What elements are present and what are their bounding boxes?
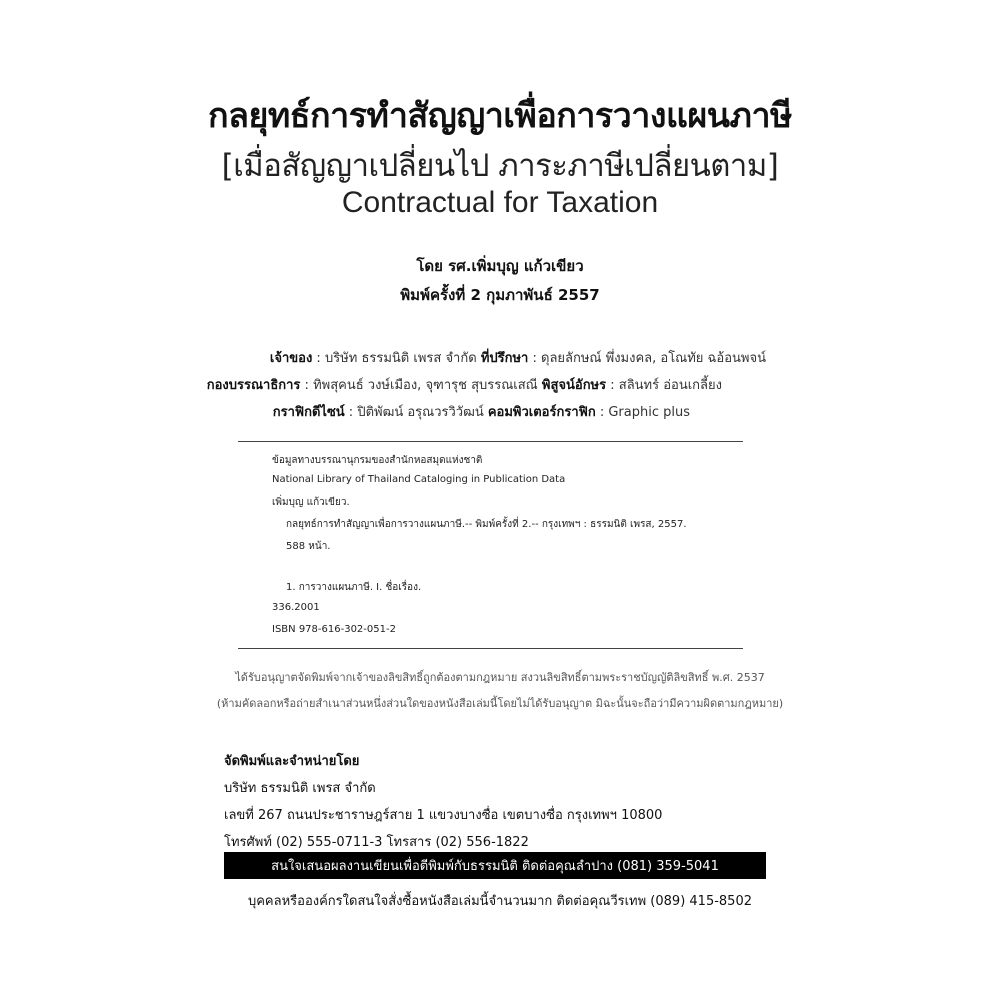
graphic-design-value: : ปิติพัฒน์ อรุณวรวิวัฒน์ xyxy=(344,405,488,420)
publisher-address: เลขที่ 267 ถนนประชาราษฎร์สาย 1 แขวงบางซื่อ เขตบางซื่อ กรุงเทพฯ 10800 xyxy=(224,808,663,823)
book-title-english: Contractual for Taxation xyxy=(341,186,659,219)
publisher-name: บริษัท ธรรมนิติ เพรส จำกัด xyxy=(224,781,376,796)
catalog-isbn: ISBN 978-616-302-051-2 xyxy=(272,624,396,635)
catalog-author: เพิ่มบุญ แก้วเขียว. xyxy=(272,497,350,508)
credits-graphic-line xyxy=(273,401,690,422)
proofreader-label: พิสูจน์อักษร xyxy=(541,378,607,393)
copyright-warning: (ห้ามคัดลอกหรือถ่ายสำเนาส่วนหนึ่งส่วนใดของหนังสือเล่มนี้โดยไม่ได้รับอนุญาต มิฉะนั้นจะถือว่ามีความผิดตามกฎหมาย) xyxy=(216,697,784,710)
copyright-notice: ได้รับอนุญาตจัดพิมพ์จากเจ้าของลิขสิทธิ์ถูกต้องตามกฎหมาย สงวนลิขสิทธิ์ตามพระราชบัญญัติลิขสิทธิ์ พ.ศ. 2537 xyxy=(235,671,765,684)
edition-line: พิมพ์ครั้งที่ 2 กุมภาพันธ์ 2557 xyxy=(400,286,600,304)
catalog-heading-english: National Library of Thailand Cataloging in Publication Data xyxy=(272,474,566,485)
credits-owner-line xyxy=(270,347,766,368)
editorial-label: กองบรรณาธิการ xyxy=(206,378,301,393)
advisor-value: : ดุลยลักษณ์ พึ่งมงคล, อโณทัย ฉอ้อนพจน์ xyxy=(528,351,766,366)
owner-label: เจ้าของ xyxy=(269,351,313,366)
computer-graphic-label: คอมพิวเตอร์กราฟิก xyxy=(487,405,596,420)
graphic-design-label: กราฟิกดีไซน์ xyxy=(272,405,345,420)
editorial-value: : ทิพสุคนธ์ วงษ์เมือง, จุฑารุช สุบรรณเสณี xyxy=(300,378,542,393)
proofreader-value: : สลินทร์ อ่อนเกลี้ยง xyxy=(606,378,722,393)
catalog-heading-thai: ข้อมูลทางบรรณานุกรมของสำนักหอสมุดแห่งชาติ xyxy=(272,455,483,466)
submission-banner-text: สนใจเสนอผลงานเขียนเพื่อตีพิมพ์กับธรรมนิติ ติดต่อคุณลำปาง (081) 359-5041 xyxy=(271,859,719,874)
publisher-heading: จัดพิมพ์และจำหน่ายโดย xyxy=(224,754,360,769)
advisor-label: ที่ปรึกษา xyxy=(480,351,529,366)
catalog-subject: 1. การวางแผนภาษี. I. ชื่อเรื่อง. xyxy=(286,582,422,593)
bulk-order-contact: บุคคลหรือองค์กรใดสนใจสั่งซื้อหนังสือเล่มนี้จำนวนมาก ติดต่อคุณวีรเทพ (089) 415-8502 xyxy=(247,894,752,909)
credits-editorial-line xyxy=(207,374,722,395)
submission-banner xyxy=(224,852,766,879)
catalog-pages: 588 หน้า. xyxy=(286,541,331,552)
catalog-classification: 336.2001 xyxy=(272,602,320,613)
author-line: โดย รศ.เพิ่มบุญ แก้วเขียว xyxy=(416,257,584,275)
catalog-title-entry: กลยุทธ์การทำสัญญาเพื่อการวางแผนภาษี.-- พิมพ์ครั้งที่ 2.-- กรุงเทพฯ : ธรรมนิติ เพรส, 2557. xyxy=(286,519,687,530)
computer-graphic-value: : Graphic plus xyxy=(595,405,690,420)
publisher-phone: โทรศัพท์ (02) 555-0711-3 โทรสาร (02) 556-1822 xyxy=(224,835,529,850)
owner-value: : บริษัท ธรรมนิติ เพรส จำกัด xyxy=(312,351,481,366)
catalog-bottom-divider xyxy=(238,648,743,649)
book-subtitle-thai: [เมื่อสัญญาเปลี่ยนไป ภาระภาษีเปลี่ยนตาม] xyxy=(221,148,779,184)
book-title-thai: กลยุทธ์การทำสัญญาเพื่อการวางแผนภาษี xyxy=(208,96,792,136)
catalog-top-divider xyxy=(238,441,743,442)
